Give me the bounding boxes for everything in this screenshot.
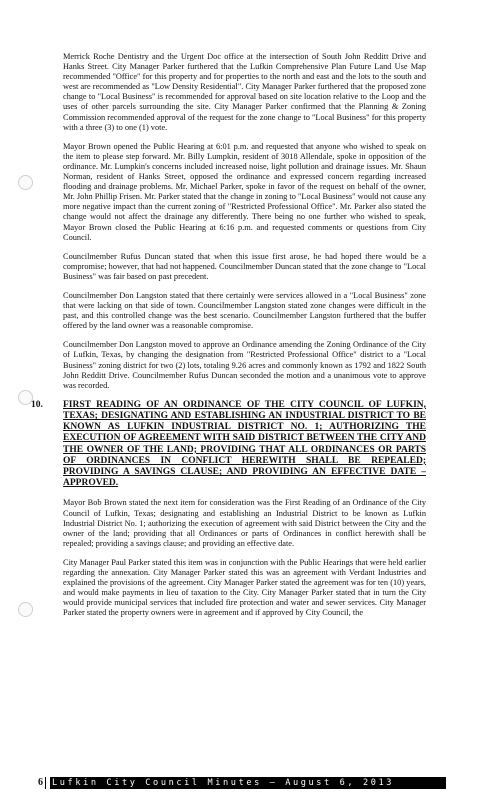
agenda-item-title: FIRST READING OF AN ORDINANCE OF THE CITY COUNCIL OF LUFKIN, TEXAS; DESIGNATING AND ESTABLISHING AN INDUSTRIAL DISTRICT TO BE KNOWN AS LUFKIN INDUSTRIAL DISTRICT NO. 1; AUTHORIZING THE EXECUTION OF AGREEMENT WITH SAID DISTRICT BETWEEN THE CITY AND THE OWNER OF THE LAND; PROVIDING THAT ALL ORDINANCES OR PARTS OF ORDINANCES IN CONFLICT HEREWITH SHALL BE REPEALED; PROVIDING A SAVINGS CLAUSE; AND PROVIDING AN EFFECTIVE DATE – APPROVED. (63, 399, 426, 489)
binder-hole (18, 602, 33, 617)
agenda-item-number: 10. (31, 399, 43, 410)
paragraph: Councilmember Don Langston moved to approve an Ordinance amending the Zoning Ordinance of the City of Lufkin, Texas, by changing the designation from "Restricted Professional Office" district to a "Local Business" zoning district for two (2) lots, totaling 9.26 acres and commonly known as 1792 and 1822 South John Redditt Drive. Councilmember Rufus Duncan seconded the motion and a unanimous vote to approve was recorded. (63, 340, 426, 390)
paragraph: Mayor Bob Brown stated the next item for consideration was the First Reading of an Ordinance of the City Council of Lufkin, Texas; designating and establishing an Industrial District to be known as Lufkin Industrial District No. 1; authorizing the execution of agreement with said District between the City and the owner of the land; providing that all Ordinances or parts of Ordinances in conflict herewith shall be repealed; providing a savings clause; and providing an effective date. (63, 498, 426, 548)
page-body (31, 52, 426, 627)
paragraph: Councilmember Don Langston stated that there certainly were services allowed in a "Local Business" zone that were lacking on that side of town. Councilmember Langston stated zone changes were difficult in the past, and this controlled change was the best scenario. Councilmember Langston furthered that the buffer offered by the land owner was a reasonable compromise. (63, 290, 426, 331)
footer-title: Lufkin City Council Minutes – August 6, 2013 (50, 777, 446, 789)
paragraph: City Manager Paul Parker stated this item was in conjunction with the Public Hearings that were held earlier regarding the annexation. City Manager Parker stated this was an agreement with Verdant Industries and explained the provisions of the agreement. City Manager Parker stated the agreement was for ten (10) years, and would make payments in lieu of taxation to the City. City Manager Parker stated that in turn the City would provide municipal services that included fire protection and water and sewer services. City Manager Parker stated the property owners were in agreement and if approved by City Council, the (63, 557, 426, 618)
paragraph: Councilmember Rufus Duncan stated that when this issue first arose, he had hoped there would be a compromise; however, that had not happened. Councilmember Duncan stated that the zone change to "Local Business" was fair based on past precedent. (63, 251, 426, 281)
page-number: 6 (34, 777, 46, 789)
paragraph: Mayor Brown opened the Public Hearing at 6:01 p.m. and requested that anyone who wished to speak on the item to please step forward. Mr. Billy Lumpkin, resident of 3018 Allendale, spoke in opposition of the ordinance. Mr. Lumpkin's concerns included increased noise, light pollution and drainage issues. Mr. Shaun Norman, resident of Hanks Street, opposed the ordinance and expressed concern regarding increased flooding and drainage problems. Mr. Michael Parker, spoke in favor of the request on behalf of the owner, Mr. John Phillip Frisen. Mr. Parker stated that the change in zoning to "Local Business" would not cause any more negative impact than the current zoning of "Restricted Professional Office". Mr. Parker also stated the change would not affect the drainage any differently. There being no one further who wished to speak, Mayor Brown closed the Public Hearing at 6:16 p.m. and requested comments or questions from City Council. (63, 141, 426, 242)
page-footer (34, 776, 446, 790)
paragraph: Merrick Roche Dentistry and the Urgent Doc office at the intersection of South John Redditt Drive and Hanks Street. City Manager Parker furthered that the Lufkin Comprehensive Plan Future Land Use Map recommended "Office" for this property and for properties to the north and east and the lots to the south and west are recommended as "Low Density Residential". City Manager Parker furthered that the proposed zone change to "Local Business" is recommended for approval based on site location relative to the Loop and the uses of other parcels surrounding the site. City Manager Parker confirmed that the Planning & Zoning Commission recommended approval of the request for the zone change to "Local Business" for this property with a three (3) to one (1) vote. (63, 52, 426, 132)
agenda-item (31, 399, 426, 490)
binder-hole (18, 175, 33, 190)
